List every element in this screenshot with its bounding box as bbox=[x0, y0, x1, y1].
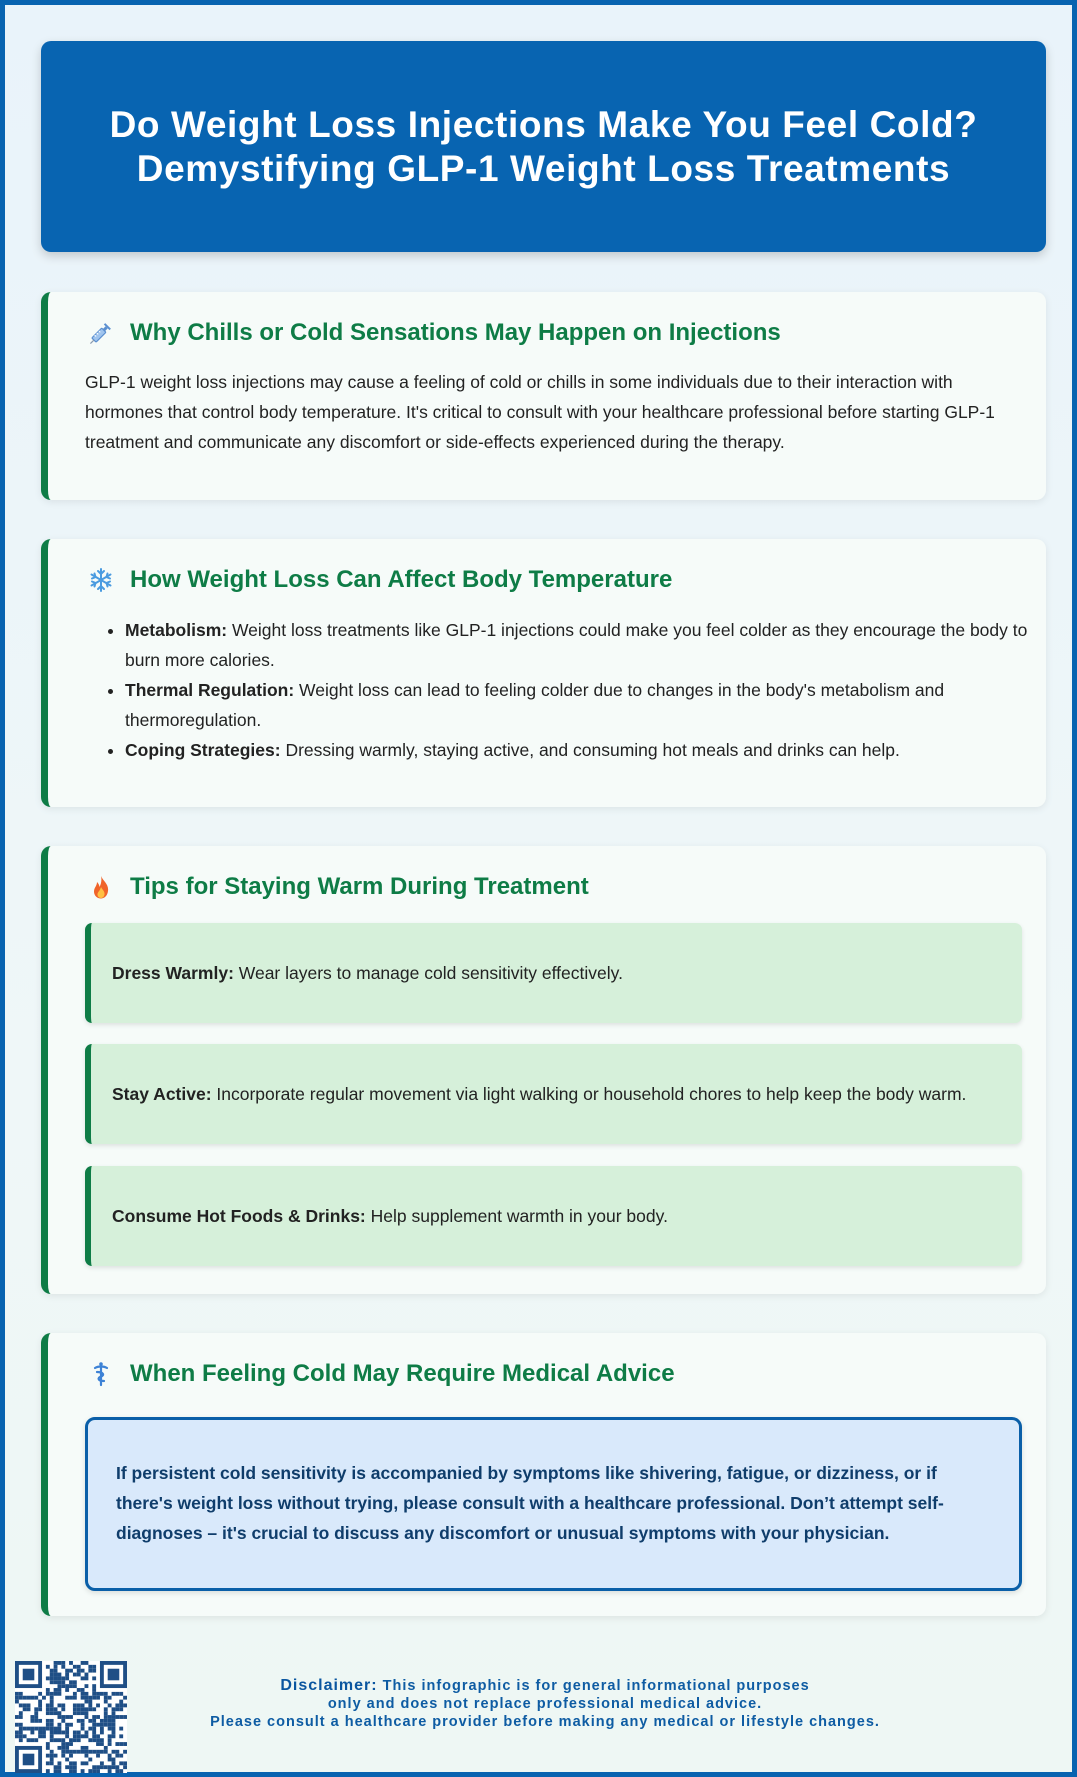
qr-code-icon bbox=[15, 1661, 127, 1773]
section-medical-advice bbox=[41, 1333, 1046, 1616]
section-tips bbox=[41, 846, 1046, 1294]
section-heading bbox=[88, 1360, 675, 1388]
title-line-1: Do Weight Loss Injections Make You Feel Cold? bbox=[109, 103, 978, 145]
list-item: • Metabolism: Weight loss treatments like GLP-1 injections could make you feel colder as they encourage the body to burn more calories. bbox=[125, 615, 1065, 675]
section-title: Why Chills or Cold Sensations May Happen on Injections bbox=[130, 319, 781, 346]
list-item: • Thermal Regulation: Weight loss can lead to feeling colder due to changes in the body's metabolism and thermoregulation. bbox=[125, 675, 1065, 735]
medical-caduceus-icon bbox=[88, 1361, 114, 1387]
fire-icon bbox=[88, 874, 114, 900]
tip-card: Consume Hot Foods & Drinks: Help supplement warmth in your body. bbox=[85, 1166, 1022, 1266]
section-title: Tips for Staying Warm During Treatment bbox=[130, 873, 589, 900]
section-body-temperature bbox=[41, 539, 1046, 807]
section-title: How Weight Loss Can Affect Body Temperature bbox=[130, 566, 673, 593]
section-heading bbox=[88, 319, 781, 347]
list-item: • Coping Strategies: Dressing warmly, staying active, and consuming hot meals and drinks can help. bbox=[125, 735, 1065, 765]
disclaimer-line-1: This infographic is for general informational purposes bbox=[377, 1678, 810, 1694]
section-heading bbox=[88, 873, 589, 901]
disclaimer-line-3: Please consult a healthcare provider before making any medical or lifestyle changes. bbox=[210, 1714, 880, 1730]
section-heading bbox=[88, 566, 672, 594]
tip-card: Dress Warmly: Wear layers to manage cold sensitivity effectively. bbox=[85, 923, 1022, 1023]
tip-card: Stay Active: Incorporate regular movement via light walking or household chores to help keep the body warm. bbox=[85, 1044, 1022, 1144]
syringe-icon bbox=[88, 320, 114, 346]
medical-alert-box: If persistent cold sensitivity is accompanied by symptoms like shivering, fatigue, or dizziness, or if there's weight loss without trying, please consult with a healthcare professional. Don’t attempt self-diagnoses – it's crucial to discuss any discomfort or unusual symptoms with your physician. bbox=[85, 1417, 1022, 1591]
disclaimer bbox=[195, 1677, 895, 1731]
page-title bbox=[110, 103, 978, 191]
disclaimer-line-2: only and does not replace professional medical advice. bbox=[327, 1696, 763, 1712]
title-line-2: Demystifying GLP-1 Weight Loss Treatments bbox=[136, 147, 951, 189]
page-header bbox=[41, 41, 1046, 252]
snowflake-icon bbox=[88, 567, 114, 593]
section-title: When Feeling Cold May Require Medical Advice bbox=[130, 1360, 675, 1387]
bullet-list bbox=[85, 615, 1065, 765]
disclaimer-label: Disclaimer: bbox=[280, 1677, 378, 1694]
section-chills bbox=[41, 292, 1046, 500]
section-body: GLP-1 weight loss injections may cause a feeling of cold or chills in some individuals due to their interaction with hormones that control body temperature. It's critical to consult with your healthcare professional before starting GLP-1 treatment and communicate any discomfort or side-effects experienced during the therapy. bbox=[85, 372, 995, 452]
